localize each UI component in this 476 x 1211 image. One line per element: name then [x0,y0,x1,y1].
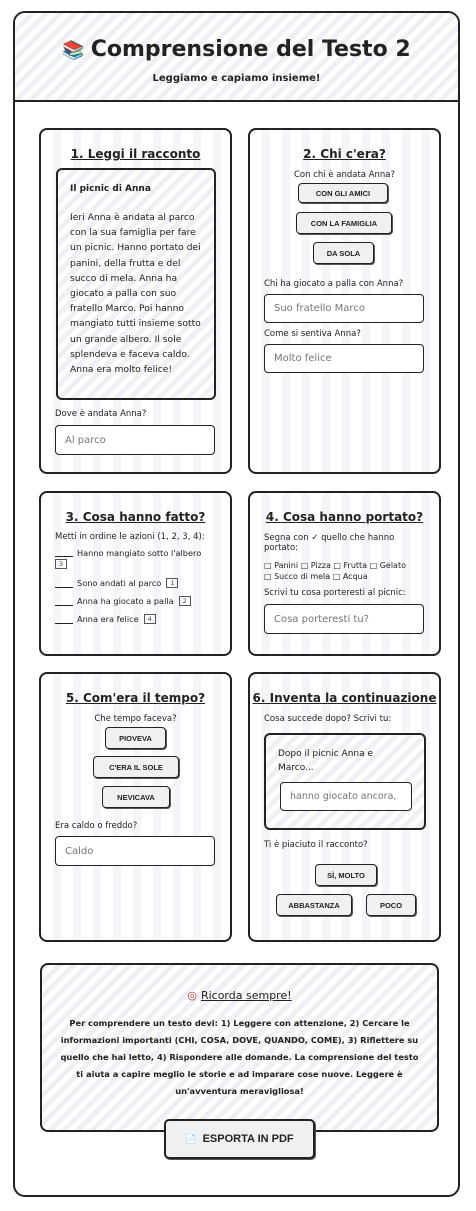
answer-field[interactable] [264,344,424,373]
order-text: Hanno mangiato sotto l'albero [77,548,202,558]
question-label: Scrivi tu cosa porteresti al picnic: [264,588,406,598]
order-row [55,614,156,624]
option-rain-button[interactable]: PIOVEVA [105,727,166,749]
export-pdf-button[interactable] [164,1119,315,1159]
card-title: 1. Leggi il racconto [70,147,201,161]
page-title [15,37,458,62]
order-text: Anna ha giocato a palla [77,596,174,606]
document-icon: 📄 [185,1133,197,1144]
order-number[interactable]: 1 [166,578,178,588]
order-number[interactable]: 3 [55,559,67,569]
story-text: Ieri Anna è andata al parco con la sua famiglia per fare un picnic. Hanno portato dei panini, della frutta e del succo di mela. Anna ha giocato a palla con suo fratello Marco. Poi hanno mangiato tutti insieme sotto un grande albero. Il sole splendeva e faceva caldo. Anna era molto felice! [70,212,201,376]
answer-field[interactable] [264,604,424,634]
card-who-was-there [248,128,441,474]
order-number[interactable]: 4 [144,614,156,624]
blank-line [55,579,73,588]
order-row [55,596,191,606]
option-little-button[interactable]: POCO [366,894,416,916]
option-yes-very-button[interactable]: SÌ, MOLTO [315,864,377,886]
reminder-text: Per comprendere un testo devi: 1) Leggere con attenzione, 2) Cercare le informazioni importanti (CHI, COSA, DOVE, QUANDO, COME), 3) Riflettere su quello che hai letto, 4) Rispondere alle domande. La comprensione del testo ti aiuta a capire meglio le storie e ad imparare cose nuove. Leggere è un'avventura meravigliosa! [60,1018,419,1096]
page-title-text: Comprensione del Testo 2 [90,37,411,62]
checklist-line[interactable]: □ Succo di mela □ Acqua [264,572,368,581]
blank-line [55,615,73,624]
blank-line [55,597,73,606]
option-with-friends-button[interactable]: CON GLI AMICI [298,183,388,203]
story-box [56,168,216,400]
reminder-box [40,963,439,1132]
card-title: 3. Cosa hanno fatto? [65,510,206,524]
option-alone-button[interactable]: DA SOLA [313,242,374,264]
continuation-box [264,733,426,830]
card-title: 5. Com'era il tempo? [65,691,206,705]
card-title: 6. Inventa la continuazione [252,691,437,705]
question-label: Con chi è andata Anna? [293,170,396,180]
books-icon: 📚 [62,40,85,61]
card-title: 4. Cosa hanno portato? [265,510,424,524]
order-number[interactable]: 2 [179,596,191,606]
card-invent-ending [248,672,441,942]
order-text: Sono andati al parco [77,578,162,588]
question-label: Dove è andata Anna? [55,409,147,419]
option-snow-button[interactable]: NEVICAVA [102,786,170,808]
question-label: Che tempo faceva? [94,714,177,724]
card-weather [39,672,232,942]
continuation-prompt: Dopo il picnic Anna e Marco... [278,749,374,773]
order-row [55,548,201,569]
instruction-label: Metti in ordine le azioni (1, 2, 3, 4): [55,532,205,542]
question-label: Come si sentiva Anna? [264,329,361,339]
header [15,13,458,102]
reminder-title [42,989,437,1002]
instruction-label: Segna con ✓ quello che hanno portato: [264,533,395,553]
order-text: Anna era felice [77,614,139,624]
question-label: Ti è piaciuto il racconto? [264,840,368,850]
food-checklist[interactable] [264,560,434,582]
answer-field[interactable] [55,425,215,455]
blank-line [55,548,73,557]
question-label: Chi ha giocato a palla con Anna? [264,279,404,289]
order-row [55,578,178,588]
option-with-family-button[interactable]: CON LA FAMIGLIA [296,212,392,234]
card-read-story [39,128,232,474]
target-icon: ◎ [187,989,197,1002]
continuation-field[interactable] [280,782,412,811]
worksheet [13,11,460,1197]
option-sun-button[interactable]: C'ERA IL SOLE [93,756,179,778]
checklist-line[interactable]: □ Panini □ Pizza □ Frutta □ Gelato [264,561,406,570]
card-title: 2. Chi c'era? [303,147,386,161]
page-subtitle: Leggiamo e capiamo insieme! [152,73,321,84]
question-label: Era caldo o freddo? [55,821,138,831]
answer-field[interactable] [264,294,424,323]
export-label: ESPORTA IN PDF [202,1133,294,1145]
answer-field[interactable] [55,836,215,866]
card-what-they-did [39,491,232,656]
option-somewhat-button[interactable]: ABBASTANZA [276,894,352,916]
question-label: Cosa succede dopo? Scrivi tu: [264,714,392,724]
card-what-they-brought [248,491,441,656]
reminder-title-text: Ricorda sempre! [200,989,292,1002]
story-title: Il picnic di Anna [70,184,151,194]
